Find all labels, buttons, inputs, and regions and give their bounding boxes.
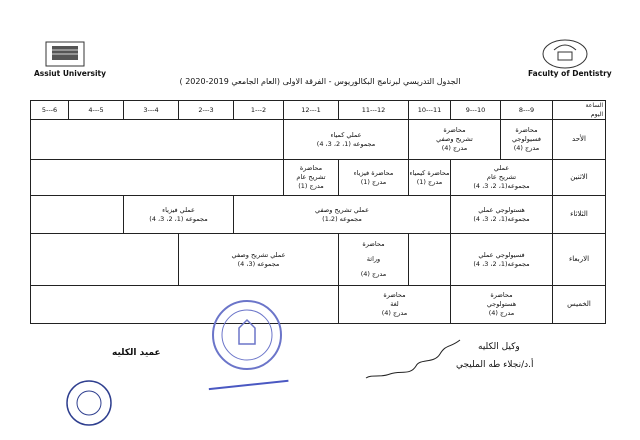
signature-icon	[360, 334, 470, 384]
title-line: الجدول التدريسي لبرنامج البكالوريوس - الفرقة الاولى (العام الجامعي 2019-2020 )	[179, 77, 461, 86]
corner-hour: الساعة	[585, 102, 603, 109]
class-room: مدرج (4)	[381, 309, 408, 317]
class-cell	[339, 286, 451, 324]
class-cell	[339, 234, 409, 286]
row-monday	[31, 160, 606, 196]
day-label: الاثنين	[553, 160, 606, 196]
class-type: عملي	[493, 164, 510, 172]
slot-header: 11---12	[339, 101, 409, 120]
class-type: محاضرة	[490, 291, 513, 299]
slot-header: 1---2	[234, 101, 284, 120]
class-subject: فسيولوجي	[512, 135, 541, 143]
class-type: محاضرة	[299, 164, 323, 172]
class-type: محاضرة	[443, 126, 466, 134]
class-cell	[284, 120, 409, 160]
class-type: محاضرة	[515, 126, 538, 134]
class-group: مجموعه(1، 2، 3، 4)	[473, 259, 530, 268]
class-group: مجموعه (1،2)	[322, 214, 362, 223]
class-title: عملي فيزياء	[162, 205, 195, 214]
empty-cell	[31, 160, 284, 196]
class-subject: تشريح عام	[486, 173, 517, 181]
assiut-university-logo	[42, 40, 88, 70]
class-type: محاضرة	[362, 240, 385, 248]
slot-header: 3---4	[124, 101, 179, 120]
class-cell	[451, 234, 553, 286]
day-label: الاربعاء	[553, 234, 606, 286]
class-cell	[451, 286, 553, 324]
day-label: الثلاثاء	[553, 196, 606, 234]
class-cell	[451, 160, 553, 196]
class-cell	[409, 120, 501, 160]
class-title: فسيولوجي عملي	[478, 250, 525, 259]
slot-header: 8---9	[501, 101, 553, 120]
empty-cell	[31, 286, 339, 324]
faculty-seal-icon	[64, 378, 114, 428]
class-room: مدرج (1)	[298, 182, 324, 190]
vice-dean-name: أ.د/نجلاء طه المليجي	[456, 360, 534, 370]
class-cell	[339, 160, 409, 196]
class-title: محاضرة فيزياء	[353, 168, 394, 177]
row-wednesday	[31, 234, 606, 286]
class-subject: وراثة	[366, 255, 381, 263]
class-title: هستولوجي عملي	[478, 205, 525, 214]
class-cell	[124, 196, 234, 234]
day-label: الخميس	[553, 286, 606, 324]
class-title: عملي كمياء	[330, 130, 362, 139]
slot-header: 10---11	[409, 101, 451, 120]
class-subject: تشريح وصفي	[436, 135, 473, 143]
slot-header: 2---3	[179, 101, 234, 120]
header-row	[31, 101, 606, 120]
row-tuesday	[31, 196, 606, 234]
class-title: عملي تشريح وصفي	[231, 250, 286, 259]
schedule-table	[30, 100, 606, 324]
class-group: مجموعه(1، 2، 3، 4)	[473, 214, 530, 223]
seal-icon	[214, 302, 280, 368]
schedule-title	[150, 76, 490, 87]
empty-cell	[31, 120, 284, 160]
class-room: مدرج (1)	[416, 177, 443, 186]
slot-header: 9---10	[451, 101, 501, 120]
empty-cell	[31, 196, 124, 234]
faculty-emblem-icon	[540, 38, 590, 70]
assiut-university-label: Assiut University	[34, 69, 107, 78]
dean-title: عميد الكليه	[112, 348, 161, 358]
vice-dean-title: وكيل الكليه	[478, 342, 520, 352]
university-emblem-icon	[42, 40, 88, 70]
stamp-number	[207, 368, 288, 390]
class-subject: هستولوجي	[486, 300, 517, 308]
class-cell	[501, 120, 553, 160]
class-room: مدرج (1)	[360, 177, 387, 186]
class-group: مجموعه (1، 2، 3، 4)	[316, 139, 376, 148]
class-group: مجموعه (3، 4)	[237, 259, 280, 268]
slot-header: 5---6	[31, 101, 69, 120]
class-room: مدرج (4)	[513, 144, 540, 152]
class-subject: لغة	[390, 300, 399, 308]
class-cell	[234, 196, 451, 234]
class-cell	[409, 160, 451, 196]
class-group: مجموعه(1، 2، 3، 4)	[473, 182, 530, 190]
row-sunday	[31, 120, 606, 160]
class-title: محاضرة كيمياء	[409, 168, 450, 177]
class-room: مدرج (4)	[441, 144, 468, 152]
class-group: مجموعه (1، 2، 3، 4)	[149, 214, 208, 223]
class-subject: تشريح عام	[296, 173, 326, 181]
official-stamp	[212, 300, 282, 370]
dean-logo	[64, 378, 114, 428]
class-room: مدرج (4)	[360, 270, 387, 278]
class-title: عملي تشريح وصفي	[315, 205, 369, 214]
empty-cell	[31, 234, 179, 286]
faculty-label: Faculty of Dentistry	[528, 69, 612, 78]
faculty-logo	[540, 38, 590, 70]
class-cell	[451, 196, 553, 234]
slot-header: 4---5	[69, 101, 124, 120]
class-type: محاضرة	[383, 291, 406, 299]
row-thursday	[31, 286, 606, 324]
class-cell	[179, 234, 339, 286]
handwritten-signature	[360, 334, 470, 384]
corner-cell	[553, 101, 606, 120]
slot-header: 12---1	[284, 101, 339, 120]
corner-day: اليوم	[590, 111, 603, 118]
empty-cell	[409, 234, 451, 286]
class-cell	[284, 160, 339, 196]
day-label: الأحد	[553, 120, 606, 160]
class-room: مدرج (4)	[488, 309, 515, 317]
